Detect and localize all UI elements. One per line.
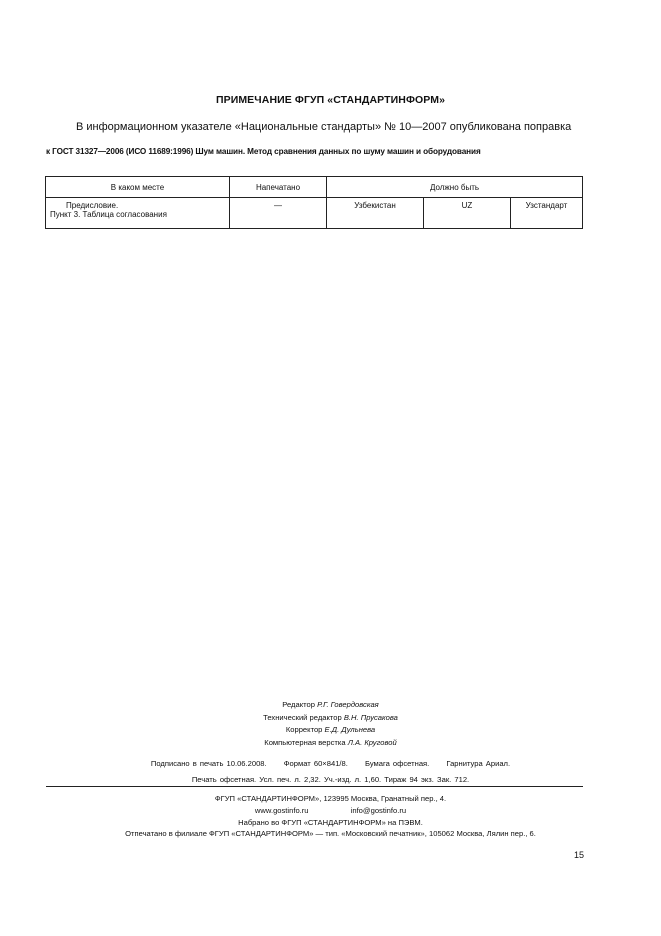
notice-title: ПРИМЕЧАНИЕ ФГУП «СТАНДАРТИНФОРМ» — [215, 94, 446, 106]
credit-tech-editor-role: Технический редактор — [263, 712, 342, 722]
credit-tech-editor-name: В.Н. Прусакова — [343, 712, 398, 722]
standard-reference: к ГОСТ 31327—2006 (ИСО 11689:1996) Шум машин. Метод сравнения данных по шуму машин и оборудования — [46, 147, 481, 156]
publication-line-1 — [0, 756, 661, 772]
publication-line-2 — [0, 772, 661, 788]
header-where: В каком месте — [46, 177, 230, 198]
credit-layout-name: Л.А. Круговой — [347, 737, 397, 747]
page-number: 15 — [573, 850, 584, 860]
credit-editor-role: Редактор — [282, 700, 315, 709]
correction-table — [45, 176, 583, 229]
where-line-1: Предисловие. — [66, 201, 119, 210]
copies: Тираж 94 экз. — [384, 774, 434, 784]
publisher-contacts — [0, 805, 661, 817]
cell-should-be-code: UZ — [424, 198, 511, 229]
credit-editor-name: Р.Г. Говердовская — [317, 700, 379, 709]
credit-layout — [0, 737, 661, 750]
table-row — [46, 198, 583, 229]
publication-info — [0, 756, 661, 787]
publisher-block — [0, 793, 661, 840]
publisher-website: www.gostinfo.ru — [254, 805, 309, 815]
cell-printed: — — [230, 198, 327, 229]
table-header-row — [46, 177, 583, 198]
cell-should-be-country: Узбекистан — [327, 198, 424, 229]
edition-sheets: Уч.-изд. л. 1,60. — [323, 774, 382, 784]
header-printed: Напечатано — [230, 177, 327, 198]
printing-type: Печать офсетная. — [191, 774, 257, 784]
signed-date: Подписано в печать 10.06.2008. — [150, 759, 267, 768]
credit-corrector-name: Е.Д. Дульнева — [324, 725, 376, 734]
format-suffix: . — [345, 759, 348, 768]
format-prefix: Формат 60×84 — [283, 759, 336, 768]
publisher-email: info@gostinfo.ru — [350, 805, 407, 815]
printed-sheets: Усл. печ. л. 2,32. — [259, 774, 321, 784]
font-info: Гарнитура Ариал. — [446, 759, 511, 768]
credit-corrector-role: Корректор — [285, 725, 323, 734]
publisher-printer: Отпечатано в филиале ФГУП «СТАНДАРТИНФОРМ» — тип. «Московский печатник», 105062 Москва, Лялин пер., 6. — [125, 829, 536, 839]
divider — [46, 786, 583, 787]
format-fraction: 1/8 — [335, 759, 346, 768]
where-line-2: Пункт 3. Таблица согласования — [50, 210, 167, 219]
credit-layout-role: Компьютерная верстка — [264, 737, 346, 747]
cell-where — [46, 198, 230, 229]
credit-tech-editor — [0, 712, 661, 725]
credit-editor — [0, 699, 661, 712]
publisher-typeset: Набрано во ФГУП «СТАНДАРТИНФОРМ» на ПЭВМ. — [238, 817, 423, 827]
paper-type: Бумага офсетная. — [365, 759, 430, 768]
publisher-address: ФГУП «СТАНДАРТИНФОРМ», 123995 Москва, Гранатный пер., 4. — [214, 794, 447, 803]
credits-block — [0, 699, 661, 749]
credit-corrector — [0, 724, 661, 737]
header-should-be: Должно быть — [327, 177, 583, 198]
order-number: Зак. 712. — [437, 774, 470, 784]
cell-should-be-body: Узстандарт — [511, 198, 583, 229]
intro-text: В информационном указателе «Национальные стандарты» № 10—2007 опубликована поправка — [76, 121, 572, 133]
